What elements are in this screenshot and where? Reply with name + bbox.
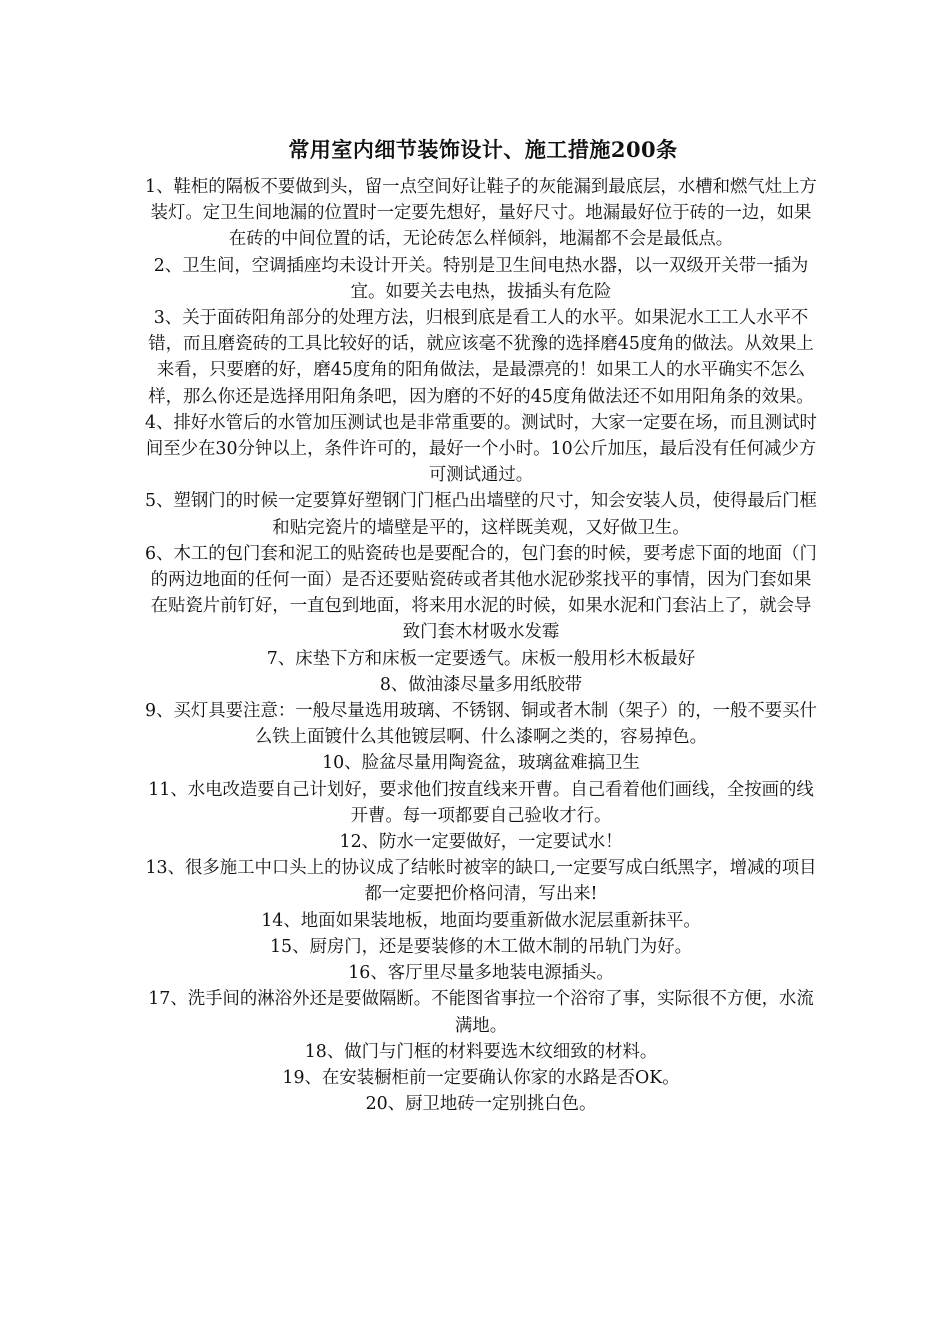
list-item: 4、排好水管后的水管加压测试也是非常重要的。测试时，大家一定要在场，而且测试时间至少在30分钟以上，条件许可的，最好一个小时。10公斤加压，最后没有任何减少方可测试通过。 (145, 412, 817, 486)
document-title: 常用室内细节装饰设计、施工措施200条 (288, 137, 678, 162)
list-item: 16、客厅里尽量多地装电源插头。 (348, 963, 614, 984)
list-item: 3、关于面砖阳角部分的处理方法，归根到底是看工人的水平。如果泥水工工人水平不错，而且磨瓷砖的工具比较好的话，就应该毫不犹豫的选择磨45度角的做法。从效果上来看，只要磨的好，磨45度角的阳角做法，是最漂亮的！如果工人的水平确实不怎么样，那么你还是选择用阳角条吧，因为磨的不好的45度角做法还不如用阳角条的效果。 (148, 308, 814, 407)
list-item: 13、很多施工中口头上的协议成了结帐时被宰的缺口,一定要写成白纸黑字，增减的项目都一定要把价格问清，写出来! (145, 858, 817, 905)
list-item: 18、做门与门框的材料要选木纹细致的材料。 (304, 1041, 658, 1062)
list-item: 9、买灯具要注意：一般尽量选用玻璃、不锈钢、铜或者木制（架子）的，一般不要买什么铁上面镀什么其他镀层啊、什么漆啊之类的，容易掉色。 (145, 701, 817, 748)
list-item: 10、脸盆尽量用陶瓷盆，玻璃盆难搞卫生 (322, 753, 640, 774)
list-item: 15、厨房门，还是要装修的木工做木制的吊轨门为好。 (269, 936, 693, 957)
list-item: 8、做油漆尽量多用纸胶带 (379, 674, 583, 695)
list-item: 20、厨卫地砖一定别挑白色。 (365, 1094, 597, 1115)
list-item: 14、地面如果装地板，地面均要重新做水泥层重新抹平。 (261, 910, 701, 931)
list-item: 12、防水一定要做好，一定要试水！ (339, 832, 623, 853)
list-item: 7、床垫下方和床板一定要透气。床板一般用杉木板最好 (266, 648, 696, 669)
list-item: 6、木工的包门套和泥工的贴瓷砖也是要配合的，包门套的时候，要考虑下面的地面（门的两边地面的任何一面）是否还要贴瓷砖或者其他水泥砂浆找平的事情，因为门套如果在贴瓷片前钉好，一直包到地面，将来用水泥的时候，如果水泥和门套沾上了，就会导致门套木材吸水发霉 (145, 543, 817, 643)
item-list (142, 174, 820, 1117)
list-item: 5、塑钢门的时候一定要算好塑钢门门框凸出墙壁的尺寸，知会安装人员，使得最后门框和贴完瓷片的墙壁是平的，这样既美观，又好做卫生。 (145, 491, 817, 538)
list-item: 19、在安装橱柜前一定要确认你家的水路是否OK。 (282, 1067, 680, 1088)
list-item: 2、卫生间，空调插座均未设计开关。特别是卫生间电热水器，以一双级开关带一插为宜。如要关去电热，拔插头有危险 (153, 255, 809, 302)
list-item: 17、洗手间的淋浴外还是要做隔断。不能图省事拉一个浴帘了事，实际很不方便，水流满地。 (148, 989, 814, 1036)
list-item: 1、鞋柜的隔板不要做到头，留一点空间好让鞋子的灰能漏到最底层，水槽和燃气灶上方装灯。定卫生间地漏的位置时一定要先想好，量好尺寸。地漏最好位于砖的一边，如果在砖的中间位置的话，无论砖怎么样倾斜，地漏都不会是最低点。 (145, 177, 817, 250)
list-item: 11、水电改造要自己计划好，要求他们按直线来开曹。自己看着他们画线，全按画的线开曹。每一项都要自己验收才行。 (148, 779, 814, 826)
